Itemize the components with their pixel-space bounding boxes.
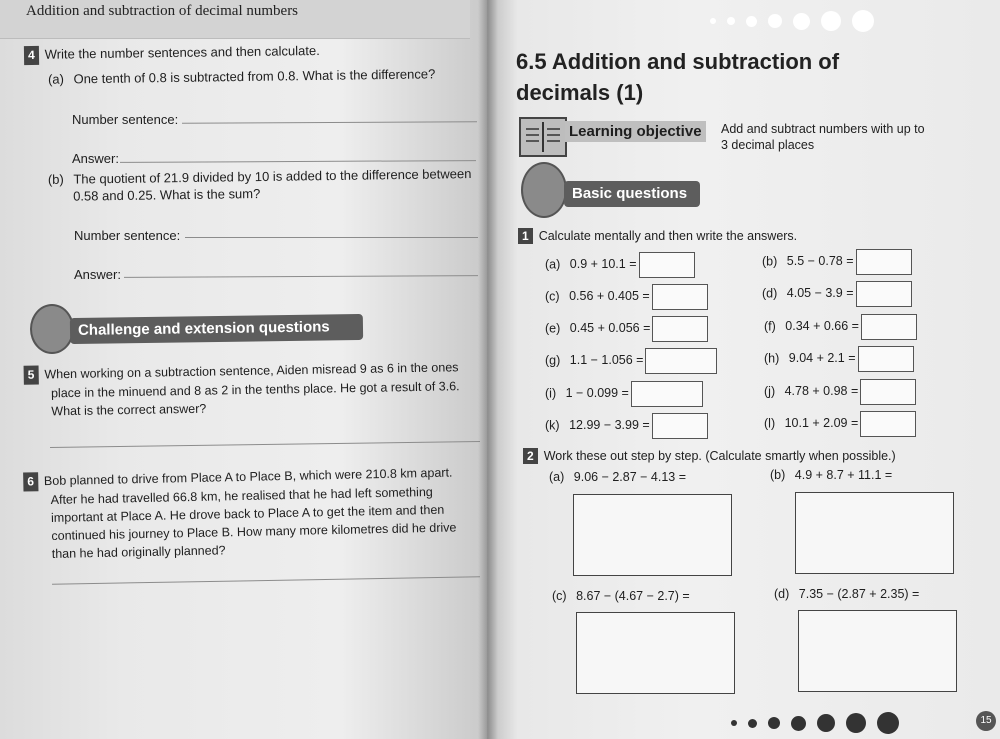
item-expression: 4.9 + 8.7 + 11.1 = xyxy=(794,468,893,482)
q1-item-b xyxy=(762,249,912,275)
answer-box[interactable] xyxy=(860,379,916,405)
q1-item-c xyxy=(545,284,708,310)
answer-line[interactable] xyxy=(120,160,476,163)
challenge-banner: Challenge and extension questions xyxy=(70,314,363,344)
item-expression: 0.34 + 0.66 = xyxy=(785,319,859,334)
working-box[interactable] xyxy=(795,492,954,574)
answer-label: Answer: xyxy=(74,267,121,282)
question-text: What is the correct answer? xyxy=(51,401,207,419)
dot-icon xyxy=(768,14,782,28)
instruction-text: Work these out step by step. (Calculate smartly when possible.) xyxy=(543,449,896,463)
left-page xyxy=(0,0,487,739)
running-header-text: Addition and subtraction of decimal numbers xyxy=(26,3,299,19)
instruction-text: Write the number sentences and then calculate. xyxy=(44,42,320,62)
item-label: (b) xyxy=(47,171,64,187)
item-label: (e) xyxy=(545,321,561,336)
item-label: (c) xyxy=(545,289,560,304)
question-text: continued his journey to Place B. How many more kilometres did he drive xyxy=(51,520,457,543)
q1-item-f xyxy=(764,314,917,340)
objective-line: 3 decimal places xyxy=(721,138,815,152)
question-text: place in the minuend and 8 as 2 in the tenths place. He got a result of 3.6. xyxy=(50,379,460,401)
item-expression: 4.05 − 3.9 = xyxy=(786,286,854,301)
answer-label: Answer: xyxy=(72,151,119,166)
question-5 xyxy=(24,358,461,421)
answer-line[interactable] xyxy=(124,275,478,278)
item-label: (i) xyxy=(545,386,557,401)
q1-item-i xyxy=(545,381,703,407)
q2-item-d xyxy=(774,587,919,601)
item-label: (c) xyxy=(552,589,567,603)
mascot-icon xyxy=(521,162,567,218)
mascot-icon xyxy=(30,304,74,354)
item-label: (b) xyxy=(770,468,786,482)
question-number: 4 xyxy=(24,46,39,65)
item-expression: 1 − 0.099 = xyxy=(565,386,629,401)
item-expression: 0.45 + 0.056 = xyxy=(569,321,651,336)
item-text: One tenth of 0.8 is subtracted from 0.8. What is the difference? xyxy=(73,66,436,87)
item-expression: 9.06 − 2.87 − 4.13 = xyxy=(573,470,687,484)
dot-icon xyxy=(877,712,899,734)
page-title xyxy=(516,46,839,108)
item-expression: 9.04 + 2.1 = xyxy=(788,351,856,366)
item-expression: 1.1 − 1.056 = xyxy=(569,353,644,368)
learning-objective-text xyxy=(721,121,925,153)
item-label: (a) xyxy=(47,71,65,87)
answer-line[interactable] xyxy=(52,576,480,584)
dot-icon xyxy=(821,11,841,31)
q1-item-e xyxy=(545,316,708,342)
q1-item-g xyxy=(545,348,717,374)
question-number: 2 xyxy=(523,448,538,464)
dot-icon xyxy=(731,720,737,726)
running-header xyxy=(0,0,470,39)
question-text: important at Place A. He drove back to Place A to get the item and then xyxy=(50,502,445,525)
answer-box[interactable] xyxy=(858,346,914,372)
q1-item-k xyxy=(545,413,708,439)
dot-icon xyxy=(710,18,716,24)
item-label: (a) xyxy=(549,470,565,484)
answer-line[interactable] xyxy=(182,121,477,124)
answer-box[interactable] xyxy=(652,316,708,342)
item-label: (f) xyxy=(764,319,776,334)
question-number: 6 xyxy=(23,472,38,491)
title-line: 6.5 Addition and subtraction of xyxy=(516,49,840,74)
dot-icon xyxy=(727,17,735,25)
q2-item-b xyxy=(770,468,892,482)
question-number: 5 xyxy=(24,366,39,385)
question-4a xyxy=(48,65,436,87)
item-expression: 0.56 + 0.405 = xyxy=(569,289,650,304)
answer-box[interactable] xyxy=(856,249,912,275)
q1-item-l xyxy=(764,411,916,437)
question-4-instruction xyxy=(24,42,320,65)
number-sentence-label: Number sentence: xyxy=(74,228,181,243)
item-label: (d) xyxy=(774,587,790,601)
question-2-instruction xyxy=(523,448,896,464)
answer-line[interactable] xyxy=(185,237,478,238)
answer-box[interactable] xyxy=(639,252,695,278)
answer-box[interactable] xyxy=(631,381,703,407)
question-1-instruction xyxy=(518,228,797,244)
item-label: (l) xyxy=(764,416,776,431)
basic-questions-banner: Basic questions xyxy=(564,181,700,207)
dot-icon xyxy=(817,714,835,732)
item-expression: 7.35 − (2.87 + 2.35) = xyxy=(798,587,920,601)
objective-line: Add and subtract numbers with up to xyxy=(721,122,925,136)
item-label: (d) xyxy=(762,286,778,301)
answer-box[interactable] xyxy=(645,348,717,374)
working-box[interactable] xyxy=(573,494,732,576)
answer-box[interactable] xyxy=(861,314,917,340)
dot-icon xyxy=(793,13,810,30)
decorative-dots-top xyxy=(710,10,885,32)
book-icon xyxy=(519,117,567,157)
item-text: The quotient of 21.9 divided by 10 is added to the difference between xyxy=(73,166,472,187)
item-expression: 5.5 − 0.78 = xyxy=(786,254,854,269)
working-box[interactable] xyxy=(798,610,957,692)
item-expression: 0.9 + 10.1 = xyxy=(569,257,637,272)
question-text: Bob planned to drive from Place A to Place B, which were 210.8 km apart. xyxy=(43,465,453,489)
book-gutter xyxy=(478,0,498,739)
q1-item-h xyxy=(764,346,914,372)
item-label: (b) xyxy=(762,254,778,269)
dot-icon xyxy=(852,10,874,32)
instruction-text: Calculate mentally and then write the answers. xyxy=(538,229,798,243)
q2-item-c xyxy=(552,589,690,603)
dot-icon xyxy=(746,16,757,27)
q1-item-d xyxy=(762,281,912,307)
answer-line[interactable] xyxy=(50,441,480,448)
title-line: decimals (1) xyxy=(516,80,644,105)
answer-box[interactable] xyxy=(652,284,708,310)
item-label: (k) xyxy=(545,418,560,433)
item-text: 0.58 and 0.25. What is the sum? xyxy=(73,185,261,204)
answer-box[interactable] xyxy=(652,413,708,439)
question-text: After he had travelled 66.8 km, he realised that he had left something xyxy=(50,484,433,507)
item-expression: 10.1 + 2.09 = xyxy=(784,416,859,431)
question-6 xyxy=(23,463,457,563)
item-label: (j) xyxy=(764,384,776,399)
question-text: than he had originally planned? xyxy=(51,543,226,561)
learning-objective-label: Learning objective xyxy=(565,121,706,142)
answer-box[interactable] xyxy=(856,281,912,307)
right-page xyxy=(487,0,1000,739)
working-box[interactable] xyxy=(576,612,735,694)
dot-icon xyxy=(846,713,866,733)
decorative-dots-bottom xyxy=(731,712,910,734)
dot-icon xyxy=(768,717,780,729)
dot-icon xyxy=(748,719,757,728)
number-sentence-label: Number sentence: xyxy=(72,112,179,127)
q2-item-a xyxy=(549,470,686,484)
question-4b xyxy=(48,165,472,205)
item-expression: 4.78 + 0.98 = xyxy=(784,384,859,399)
question-text: When working on a subtraction sentence, Aiden misread 9 as 6 in the ones xyxy=(44,360,459,382)
item-label: (h) xyxy=(764,351,780,366)
q1-item-j xyxy=(764,379,916,405)
dot-icon xyxy=(791,716,806,731)
q1-item-a xyxy=(545,252,695,278)
page-number: 15 xyxy=(976,711,996,731)
answer-box[interactable] xyxy=(860,411,916,437)
item-expression: 12.99 − 3.99 = xyxy=(569,418,650,433)
item-label: (a) xyxy=(545,257,561,272)
item-expression: 8.67 − (4.67 − 2.7) = xyxy=(576,589,690,603)
item-label: (g) xyxy=(545,353,561,368)
question-number: 1 xyxy=(518,228,533,244)
